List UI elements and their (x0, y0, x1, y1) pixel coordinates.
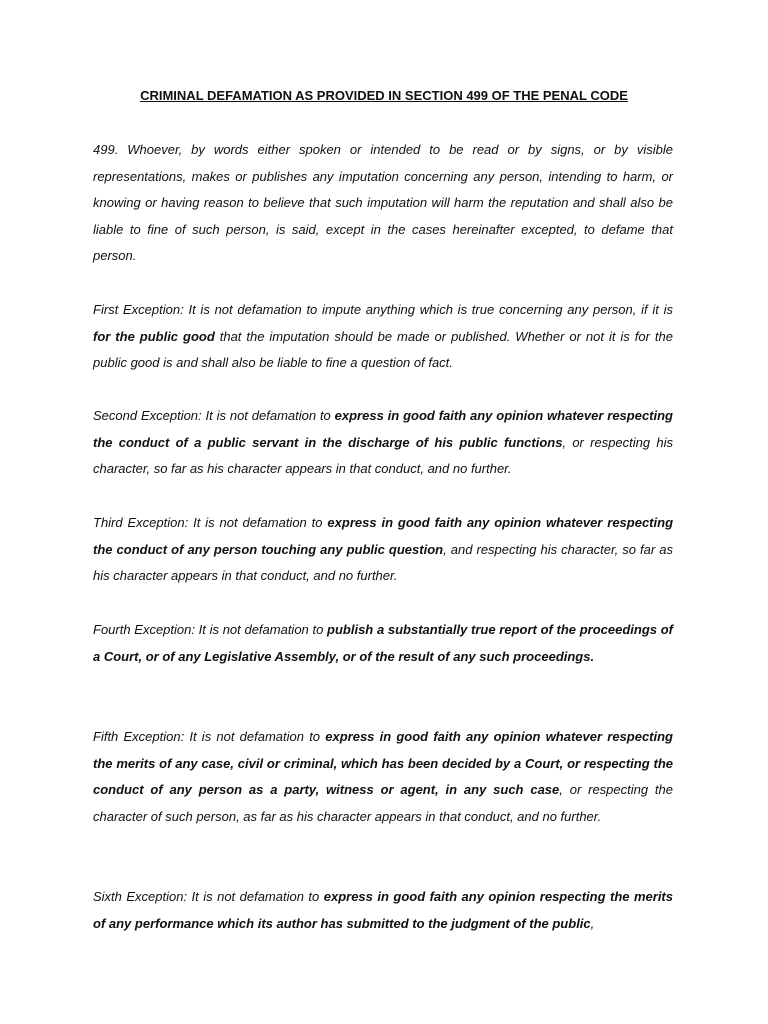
second-exception-emphasis: express in good faith any opinion whatever respecting the conduct of a public servant in the discharge of his public functions (93, 408, 673, 450)
fifth-exception-rest: , or respecting the character of such person, as far as his character appears in that conduct, and no further. (93, 782, 674, 824)
second-exception-paragraph (93, 403, 673, 483)
second-exception-text: Second Exception: It is not defamation to (93, 408, 335, 423)
fourth-exception-emphasis: publish a substantially true report of the proceedings of a Court, or of any Legislative Assembly, or of the result of any such proceedings. (93, 622, 674, 664)
first-exception-paragraph (93, 297, 673, 377)
third-exception-emphasis: express in good faith any opinion whatever respecting the conduct of any person touching any public question (93, 515, 674, 557)
first-exception-rest: that the imputation should be made or published. Whether or not it is for the public good is and shall also be liable to fine a question of fact. (93, 328, 673, 371)
third-exception-rest: , and respecting his character, so far as his character appears in that conduct, and no further. (93, 541, 673, 584)
first-exception-text: First Exception: It is not defamation to impute anything which is true concerning any person, if it is (93, 302, 673, 317)
document-title: CRIMINAL DEFAMATION AS PROVIDED IN SECTION 499 OF THE PENAL CODE (140, 88, 628, 103)
sixth-exception-text: Sixth Exception: It is not defamation to (93, 889, 324, 904)
fifth-exception-paragraph (93, 724, 673, 830)
section-499-text: 499. Whoever, by words either spoken or intended to be read or by signs, or by visible representations, makes or publishes any imputation concerning any person, intending to harm, or knowing or having reason to believe that such imputation will harm the reputation and shall also be liable to fine of such person, is said, except in the cases hereinafter excepted, to defame that person. (93, 142, 673, 264)
fourth-exception-text: Fourth Exception: It is not defamation to (93, 622, 328, 637)
third-exception-paragraph (93, 510, 673, 590)
first-exception-emphasis: for the public good (93, 328, 215, 344)
section-499-paragraph (93, 137, 673, 270)
sixth-exception-emphasis: express in good faith any opinion respecting the merits of any performance which its author has submitted to the judgment of the public (93, 889, 673, 931)
sixth-exception-paragraph (93, 884, 673, 937)
second-exception-rest: , or respecting his character, so far as his character appears in that conduct, and no further. (93, 434, 673, 477)
fourth-exception-paragraph (93, 617, 673, 670)
third-exception-text: Third Exception: It is not defamation to (93, 515, 328, 530)
fifth-exception-text: Fifth Exception: It is not defamation to (93, 729, 326, 744)
sixth-exception-rest: , (590, 915, 595, 931)
fifth-exception-emphasis: express in good faith any opinion whatever respecting the merits of any case, civil or criminal, which has been decided by a Court, or respecting the conduct of any person as a party, witness or agent, in any such case (93, 729, 673, 798)
